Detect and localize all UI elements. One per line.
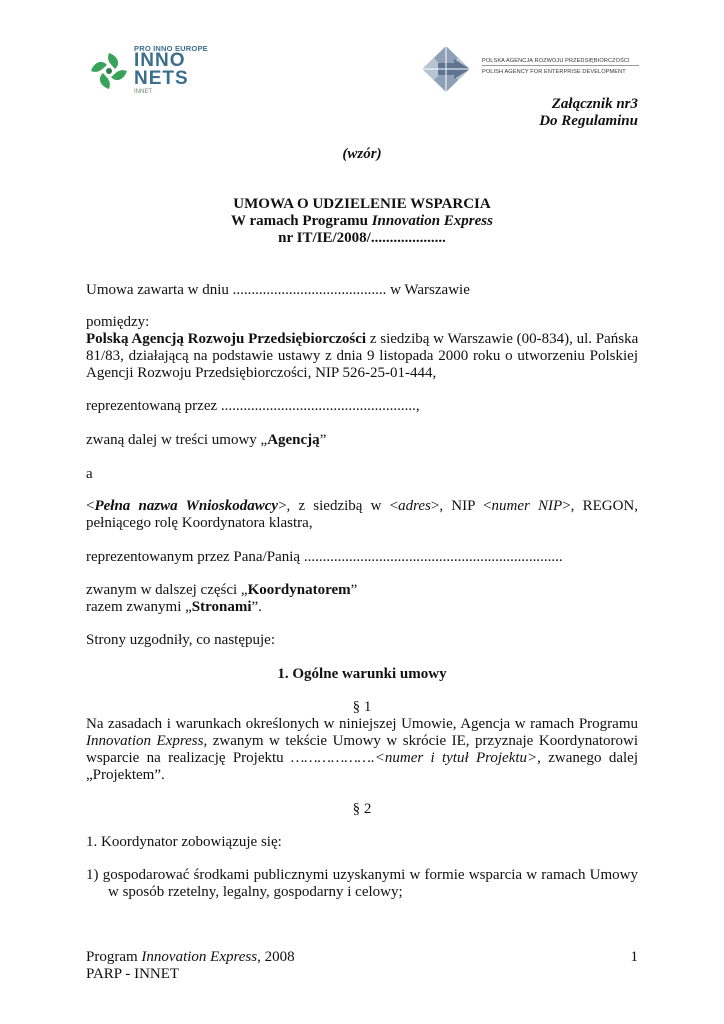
- logo-innet: INNET: [134, 89, 152, 95]
- conclusion-line: Umowa zawarta w dniu ......................................... w Warszawie: [86, 282, 470, 298]
- subitem-1-line-2: w sposób rzetelny, legalny, gospodarny i celowy;: [108, 884, 403, 900]
- paragraph-1-mark: § 1: [352, 699, 372, 715]
- section-1-heading: 1. Ogólne warunki umowy: [277, 666, 447, 682]
- coordinator-representative: reprezentowanym przez Pana/Panią .....................................................................: [86, 549, 563, 565]
- attachment-number: Załącznik nr3: [551, 96, 638, 112]
- item-1: 1. Koordynator zobowiązuje się:: [86, 834, 282, 850]
- applicant-line-2: pełniącego rolę Koordynatora klastra,: [86, 515, 313, 531]
- applicant-line-1: <Pełna nazwa Wnioskodawcy>, z siedzibą w <adres>, NIP <numer NIP>, REGON,: [86, 498, 638, 514]
- parp-logo-rule: [482, 65, 639, 66]
- parp-name-pl: POLSKA AGENCJA ROZWOJU PRZEDSIĘBIORCZOŚCI: [482, 58, 630, 64]
- attachment-regulation: Do Regulaminu: [539, 113, 638, 129]
- footer-program: Program Innovation Express, 2008: [86, 949, 295, 965]
- paragraph-2-mark: § 2: [352, 801, 372, 817]
- document-subtitle: W ramach Programu Innovation Express: [231, 213, 493, 229]
- agency-line-2: 81/83, działającą na podstawie ustawy z dnia 9 listopada 2000 roku o utworzeniu Polskiej: [86, 348, 638, 364]
- logo-inno: INNO: [134, 50, 186, 71]
- page-number: 1: [630, 949, 638, 965]
- agency-representative: reprezentowaną przez ....................................................,: [86, 398, 420, 414]
- subitem-1-line-1: 1) gospodarować środkami publicznymi uzyskanymi w formie wsparcia w ramach Umowy: [86, 867, 638, 883]
- parties-defined-term: razem zwanymi „Stronami”.: [86, 599, 262, 615]
- logo-nets: NETS: [134, 68, 189, 89]
- draft-label: (wzór): [342, 146, 382, 162]
- between-label: pomiędzy:: [86, 314, 150, 330]
- parp-name-en: POLISH AGENCY FOR ENTERPRISE DEVELOPMENT: [482, 69, 626, 75]
- paragraph-1-line-3: wsparcie na realizację Projektu ……………….<numer i tytuł Projektu>, zwanego dalej: [86, 750, 638, 766]
- agency-defined-term: zwaną dalej w treści umowy „Agencją”: [86, 432, 327, 448]
- agency-line-1: Polską Agencją Rozwoju Przedsiębiorczości z siedzibą w Warszawie (00-834), ul. Pańska: [86, 331, 639, 347]
- and-label: a: [86, 466, 93, 482]
- parp-diamond-icon: [420, 44, 476, 94]
- inno-nets-logo: [86, 44, 206, 96]
- document-title: UMOWA O UDZIELENIE WSPARCIA: [233, 196, 491, 212]
- parp-logo: [420, 44, 640, 94]
- paragraph-1-line-1: Na zasadach i warunkach określonych w niniejszej Umowie, Agencja w ramach Programu: [86, 716, 638, 732]
- agreed-line: Strony uzgodniły, co następuje:: [86, 632, 275, 648]
- logo-pro-inno-europe: PRO INNO EUROPE: [134, 44, 208, 53]
- paragraph-1-line-2: Innovation Express, zwanym w tekście Umowy w skrócie IE, przyznaje Koordynatorowi: [86, 733, 639, 749]
- coordinator-defined-term: zwanym w dalszej części „Koordynatorem”: [86, 582, 358, 598]
- footer-organization: PARP - INNET: [86, 966, 180, 982]
- inno-nets-leaf-icon: [88, 50, 130, 92]
- paragraph-1-line-4: „Projektem”.: [86, 767, 165, 783]
- agency-line-3: Agencji Rozwoju Przedsiębiorczości, NIP 526-25-01-444,: [86, 365, 437, 381]
- agreement-number: nr IT/IE/2008/....................: [278, 230, 446, 246]
